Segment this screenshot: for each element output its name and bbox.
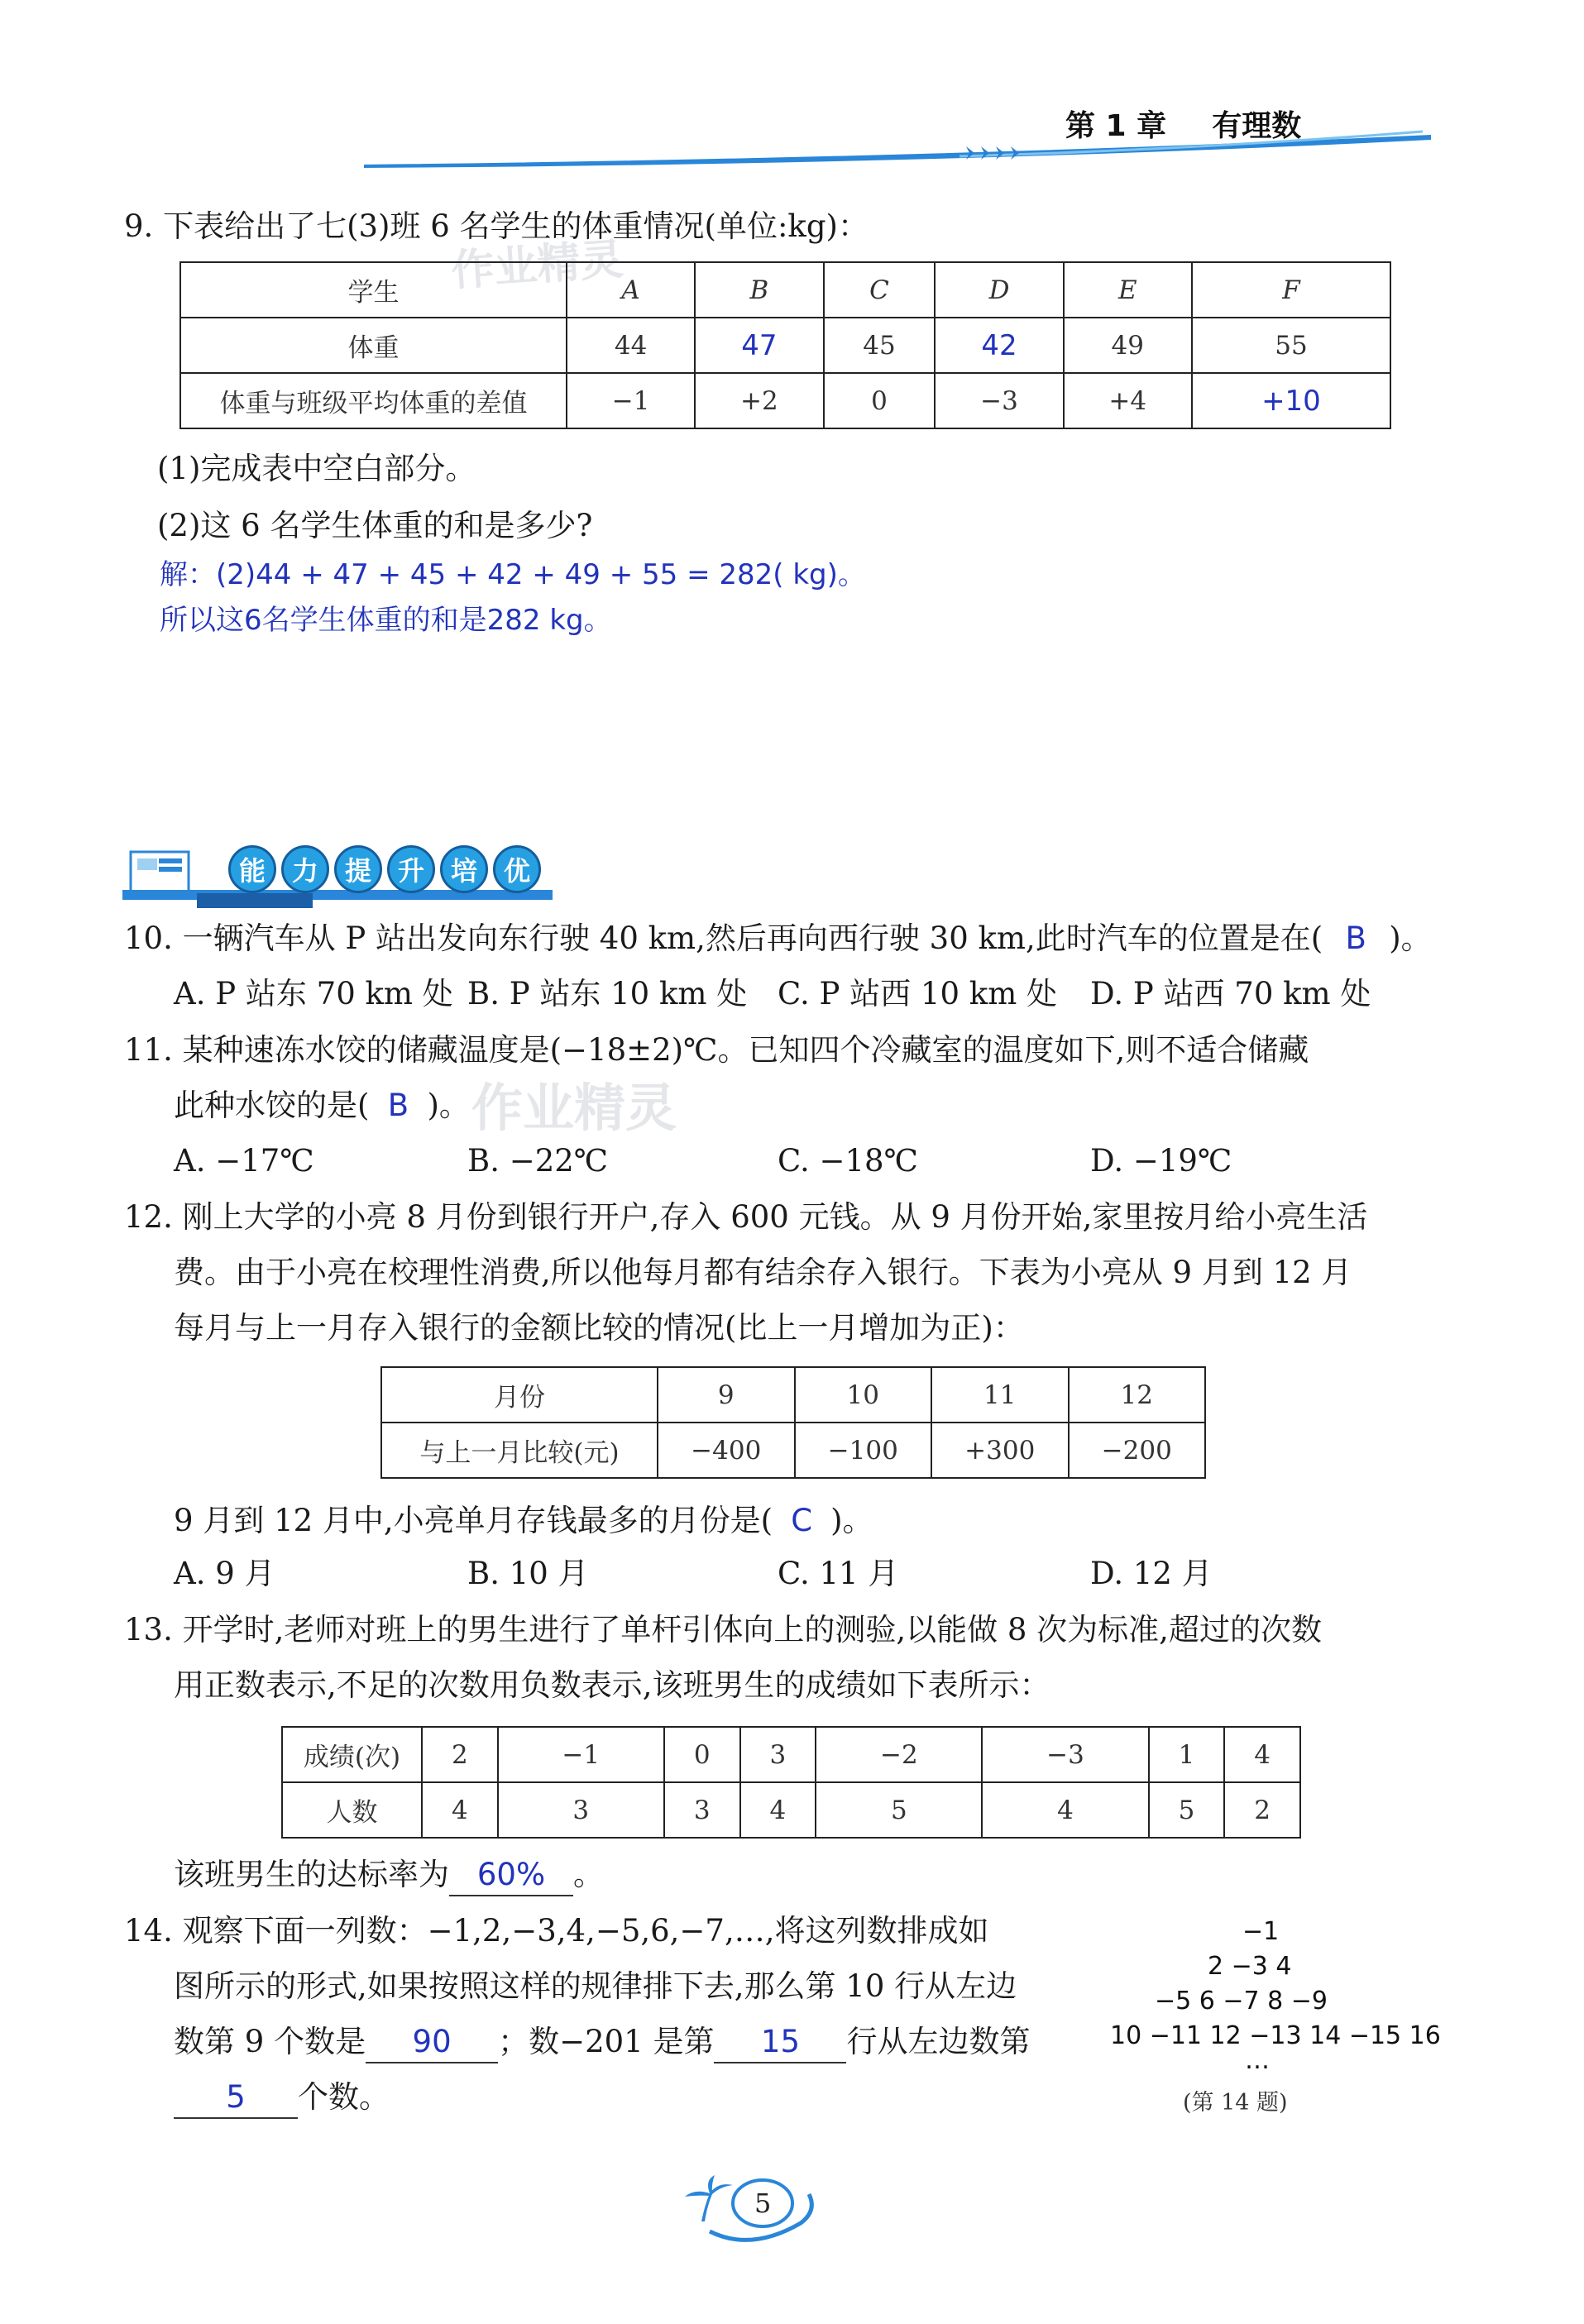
section-char-5: 培 — [440, 845, 488, 893]
q13-row-label-score: 成绩(次) — [282, 1727, 422, 1782]
q14-line3-text-b: ；数−201 是第 — [498, 2024, 715, 2059]
q12-table — [380, 1366, 1206, 1479]
q12-change-11: +300 — [931, 1423, 1069, 1478]
q12-option-d: D. 12 月 — [1090, 1556, 1213, 1591]
q9-answer-line2: 所以这6名学生体重的和是282 kg。 — [160, 604, 612, 637]
q14-line3 — [174, 2022, 1030, 2063]
q11-option-a: A. −17℃ — [174, 1143, 314, 1179]
q13-ask — [174, 1855, 604, 1896]
q10-answer: B — [1345, 921, 1366, 956]
q9-diff-c: 0 — [824, 373, 936, 428]
q13-score-4: 3 — [740, 1727, 816, 1782]
q10-stem-text: 10. 一辆汽车从 P 站出发向东行驶 40 km,然后再向西行驶 30 km,此时汽车的位置是在( — [124, 921, 1323, 956]
q14-figure-row-5: … — [1245, 2046, 1270, 2075]
section-char-4: 升 — [387, 845, 435, 893]
book-icon-detail — [137, 858, 157, 870]
book-icon — [131, 852, 189, 895]
q9-sub2: (2)这 6 名学生体重的和是多少? — [157, 508, 593, 543]
page-number: 5 — [754, 2188, 772, 2219]
q10-stem — [124, 919, 1432, 959]
q9-table — [179, 261, 1391, 429]
q11-option-d: D. −19℃ — [1090, 1143, 1232, 1179]
q9-diff-d: −3 — [935, 373, 1063, 428]
q9-weight-e: 49 — [1064, 318, 1192, 373]
q12-month-11: 11 — [931, 1367, 1069, 1423]
q12-option-c: C. 11 月 — [778, 1556, 899, 1591]
q13-count-8: 2 — [1224, 1782, 1300, 1838]
chapter-number: 第 1 章 — [1065, 109, 1167, 143]
q12-line3: 每月与上一月存入银行的金额比较的情况(比上一月增加为正)： — [174, 1310, 1024, 1346]
q12-month-10: 10 — [795, 1367, 932, 1423]
q11-option-b: B. −22℃ — [467, 1143, 609, 1179]
q9-row-label-student: 学生 — [180, 262, 567, 318]
q12-option-b: B. 10 月 — [467, 1556, 589, 1591]
q13-line2: 用正数表示,不足的次数用负数表示,该班男生的成绩如下表所示： — [174, 1667, 1050, 1703]
q11-answer: B — [387, 1088, 409, 1123]
q13-count-1: 4 — [422, 1782, 498, 1838]
q9-sub1: (1)完成表中空白部分。 — [157, 451, 476, 486]
q13-count-7: 5 — [1149, 1782, 1225, 1838]
q9-weight-c: 45 — [824, 318, 936, 373]
q11-line1: 11. 某种速冻水饺的储藏温度是(−18±2)℃。已知四个冷藏室的温度如下,则不适合储藏 — [124, 1032, 1309, 1068]
palm-tree-icon — [685, 2175, 733, 2221]
section-char-6: 优 — [493, 845, 541, 893]
q9-diff-e: +4 — [1064, 373, 1192, 428]
q12-option-a: A. 9 月 — [174, 1556, 275, 1591]
q13-score-7: 1 — [1149, 1727, 1225, 1782]
q9-student-e: E — [1064, 262, 1192, 318]
q14-figure-caption: (第 14 题) — [1183, 2090, 1288, 2116]
q9-weight-a: 44 — [567, 318, 695, 373]
q13-count-3: 3 — [664, 1782, 740, 1838]
q9-diff-b: +2 — [695, 373, 823, 428]
q13-score-8: 4 — [1224, 1727, 1300, 1782]
q14-line4-text: 个数。 — [298, 2079, 390, 2115]
q14-answer-2: 15 — [714, 2022, 846, 2063]
header-swoosh — [364, 128, 1439, 170]
q9-diff-a: −1 — [567, 373, 695, 428]
q9-weight-f: 55 — [1192, 318, 1390, 373]
q10-option-d: D. P 站西 70 km 处 — [1090, 976, 1371, 1011]
q13-answer: 60% — [449, 1855, 573, 1896]
watermark-mid: 作业精灵 — [471, 1078, 677, 1138]
q14-answer-1: 90 — [366, 2022, 498, 2063]
q14-figure-row-3: −5 6 −7 8 −9 — [1155, 1987, 1328, 2016]
q11-line2 — [174, 1086, 470, 1126]
q10-option-b: B. P 站东 10 km 处 — [467, 976, 748, 1011]
q12-answer: C — [791, 1503, 813, 1538]
q12-ask — [174, 1501, 873, 1541]
q10-stem-end: )。 — [1389, 921, 1432, 956]
q12-ask-end: )。 — [830, 1503, 873, 1538]
q9-student-d: D — [935, 262, 1063, 318]
q12-ask-text: 9 月到 12 月中,小亮单月存钱最多的月份是( — [174, 1503, 773, 1538]
q13-line1: 13. 开学时,老师对班上的男生进行了单杆引体向上的测验,以能做 8 次为标准,超过的次数 — [124, 1612, 1322, 1647]
q14-line3-text-a: 数第 9 个数是 — [174, 2024, 366, 2059]
q11-line2-end: )。 — [427, 1088, 470, 1123]
q13-count-5: 5 — [816, 1782, 982, 1838]
section-title — [228, 845, 541, 893]
q12-change-10: −100 — [795, 1423, 932, 1478]
swoosh-band — [364, 135, 1431, 168]
q13-score-5: −2 — [816, 1727, 982, 1782]
q9-student-f: F — [1192, 262, 1390, 318]
q9-weight-d-answer: 42 — [935, 318, 1063, 373]
q14-line1: 14. 观察下面一列数：−1,2,−3,4,−5,6,−7,…,将这列数排成如 — [124, 1913, 989, 1949]
section-char-1: 能 — [228, 845, 276, 893]
q14-figure-row-2: 2 −3 4 — [1208, 1952, 1292, 1981]
q9-student-a: A — [567, 262, 695, 318]
q13-table — [281, 1726, 1301, 1839]
section-char-2: 力 — [281, 845, 329, 893]
q9-student-c: C — [824, 262, 936, 318]
q9-diff-f-answer: +10 — [1192, 373, 1390, 428]
q14-line2: 图所示的形式,如果按照这样的规律排下去,那么第 10 行从左边 — [174, 1968, 1017, 2004]
q13-row-label-count: 人数 — [282, 1782, 422, 1838]
q13-count-4: 4 — [740, 1782, 816, 1838]
q9-weight-b-answer: 47 — [695, 318, 823, 373]
q13-ask-end: 。 — [573, 1857, 604, 1892]
q14-answer-3: 5 — [174, 2078, 298, 2119]
q9-row-label-diff: 体重与班级平均体重的差值 — [180, 373, 567, 428]
q9-student-b: B — [695, 262, 823, 318]
q12-month-12: 12 — [1069, 1367, 1206, 1423]
q10-option-a: A. P 站东 70 km 处 — [174, 976, 453, 1011]
q13-score-3: 0 — [664, 1727, 740, 1782]
q13-ask-text: 该班男生的达标率为 — [174, 1857, 449, 1892]
chapter-title: 有理数 — [1212, 109, 1302, 143]
section-banner — [122, 844, 553, 910]
q13-score-1: 2 — [422, 1727, 498, 1782]
q12-row-label-change: 与上一月比较(元) — [381, 1423, 658, 1478]
q9-stem: 9. 下表给出了七(3)班 6 名学生的体重情况(单位:kg)： — [124, 208, 869, 244]
q12-change-9: −400 — [658, 1423, 795, 1478]
q12-line1: 12. 刚上大学的小亮 8 月份到银行开户,存入 600 元钱。从 9 月份开始,家里按月给小亮生活 — [124, 1199, 1368, 1235]
page-number-ornament — [677, 2173, 817, 2248]
q13-score-6: −3 — [982, 1727, 1148, 1782]
q14-figure-row-4: 10 −11 12 −13 14 −15 16 — [1110, 2021, 1441, 2050]
q12-change-12: −200 — [1069, 1423, 1206, 1478]
q14-figure-row-1: −1 — [1242, 1917, 1280, 1946]
q13-count-6: 4 — [982, 1782, 1148, 1838]
q12-month-9: 9 — [658, 1367, 795, 1423]
q12-row-label-month: 月份 — [381, 1367, 658, 1423]
q11-option-c: C. −18℃ — [778, 1143, 918, 1179]
q13-count-2: 3 — [498, 1782, 664, 1838]
q10-option-c: C. P 站西 10 km 处 — [778, 976, 1058, 1011]
q9-row-label-weight: 体重 — [180, 318, 567, 373]
q9-answer-line1: 解：(2)44 + 47 + 45 + 42 + 49 + 55 = 282( kg)。 — [160, 558, 866, 591]
watermark-top: 作业精灵 — [449, 234, 625, 297]
section-char-3: 提 — [334, 845, 382, 893]
q14-line4 — [174, 2078, 390, 2119]
q11-line2-text: 此种水饺的是( — [174, 1088, 370, 1123]
q14-line3-text-c: 行从左边数第 — [846, 2024, 1031, 2059]
q13-score-2: −1 — [498, 1727, 664, 1782]
q12-line2: 费。由于小亮在校理性消费,所以他每月都有结余存入银行。下表为小亮从 9 月到 12 月 — [174, 1255, 1352, 1290]
